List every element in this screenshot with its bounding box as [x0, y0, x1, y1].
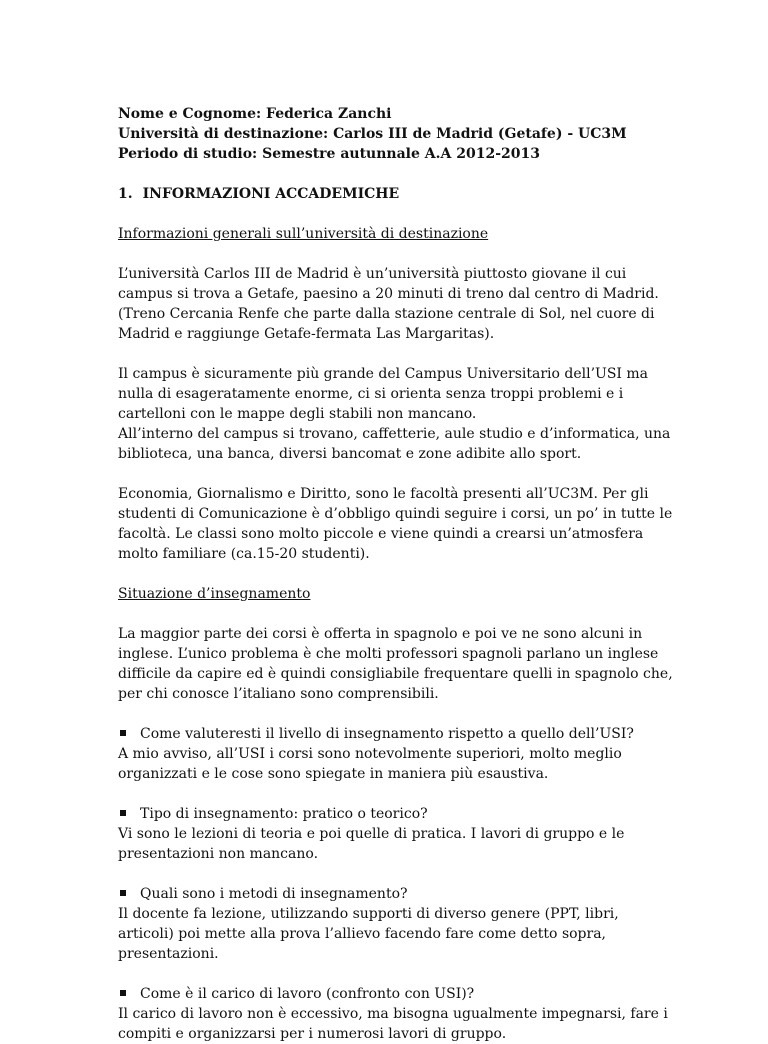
qa-question-text: Come è il carico di lavoro (confronto con USI)? [140, 986, 475, 1002]
general-info-paragraph-2b: All’interno del campus si trovano, caffetterie, aule studio e d’informatica, una biblioteca, una banca, diversi bancomat e zone adibite allo sport. [118, 426, 671, 462]
qa-question [118, 804, 678, 824]
qa-item [118, 724, 678, 784]
teaching-intro-paragraph: La maggior parte dei corsi è offerta in spagnolo e poi ve ne sono alcuni in inglese. L’unico problema è che molti professori spagnoli parlano un inglese difficile da capire ed è quindi consigliabile frequentare quelli in spagnolo che, per chi conosce l’italiano sono comprensibili. [118, 626, 673, 702]
student-name-line: Nome e Cognome: Federica Zanchi [118, 106, 392, 122]
section-number: 1. [118, 186, 133, 202]
qa-item [118, 884, 678, 964]
general-info-paragraph-3: Economia, Giornalismo e Diritto, sono le facoltà presenti all’UC3M. Per gli studenti di Comunicazione è d’obbligo quindi seguire i corsi, un po’ in tutte le facoltà. Le classi sono molto piccole e viene quindi a crearsi un’atmosfera molto familiare (ca.15-20 studenti). [118, 486, 673, 562]
qa-question [118, 724, 678, 744]
square-bullet-icon [120, 890, 126, 896]
section-heading-academic-info [118, 184, 678, 204]
square-bullet-icon [120, 810, 126, 816]
qa-question-text: Tipo di insegnamento: pratico o teorico? [140, 806, 428, 822]
general-info-heading: Informazioni generali sull’università di destinazione [118, 226, 489, 242]
qa-question [118, 884, 678, 904]
qa-item [118, 984, 678, 1044]
destination-university-line: Università di destinazione: Carlos III de Madrid (Getafe) - UC3M [118, 126, 627, 142]
document-page [118, 104, 678, 1044]
section-title-text: INFORMAZIONI ACCADEMICHE [142, 186, 400, 202]
qa-answer: Il docente fa lezione, utilizzando supporti di diverso genere (PPT, libri, articoli) poi mette alla prova l’allievo facendo fare come detto sopra, presentazioni. [118, 906, 619, 962]
study-period-line: Periodo di studio: Semestre autunnale A.A 2012-2013 [118, 146, 540, 162]
qa-item [118, 804, 678, 864]
qa-answer: Vi sono le lezioni di teoria e poi quelle di pratica. I lavori di gruppo e le presentazioni non mancano. [118, 826, 625, 862]
qa-question-text: Quali sono i metodi di insegnamento? [140, 886, 408, 902]
qa-answer: Il carico di lavoro non è eccessivo, ma bisogna ugualmente impegnarsi, fare i compiti e organizzarsi per i numerosi lavori di gruppo. [118, 1006, 668, 1042]
general-info-paragraph-1: L’università Carlos III de Madrid è un’università piuttosto giovane il cui campus si trova a Getafe, paesino a 20 minuti di treno dal centro di Madrid. [118, 266, 659, 302]
square-bullet-icon [120, 990, 126, 996]
qa-question-text: Come valuteresti il livello di insegnamento rispetto a quello dell’USI? [140, 726, 634, 742]
general-info-paragraph-2: Il campus è sicuramente più grande del Campus Universitario dell’USI ma nulla di esageratamente enorme, ci si orienta senza troppi problemi e i cartelloni con le mappe degli stabili non mancano. [118, 366, 649, 422]
square-bullet-icon [120, 730, 126, 736]
general-info-paragraph-1b: (Treno Cercania Renfe che parte dalla stazione centrale di Sol, nel cuore di Madrid e raggiunge Getafe-fermata Las Margaritas). [118, 306, 655, 342]
qa-question [118, 984, 678, 1004]
qa-answer: A mio avviso, all’USI i corsi sono notevolmente superiori, molto meglio organizzati e le cose sono spiegate in maniera più esaustiva. [118, 746, 622, 782]
teaching-heading: Situazione d’insegnamento [118, 586, 311, 602]
